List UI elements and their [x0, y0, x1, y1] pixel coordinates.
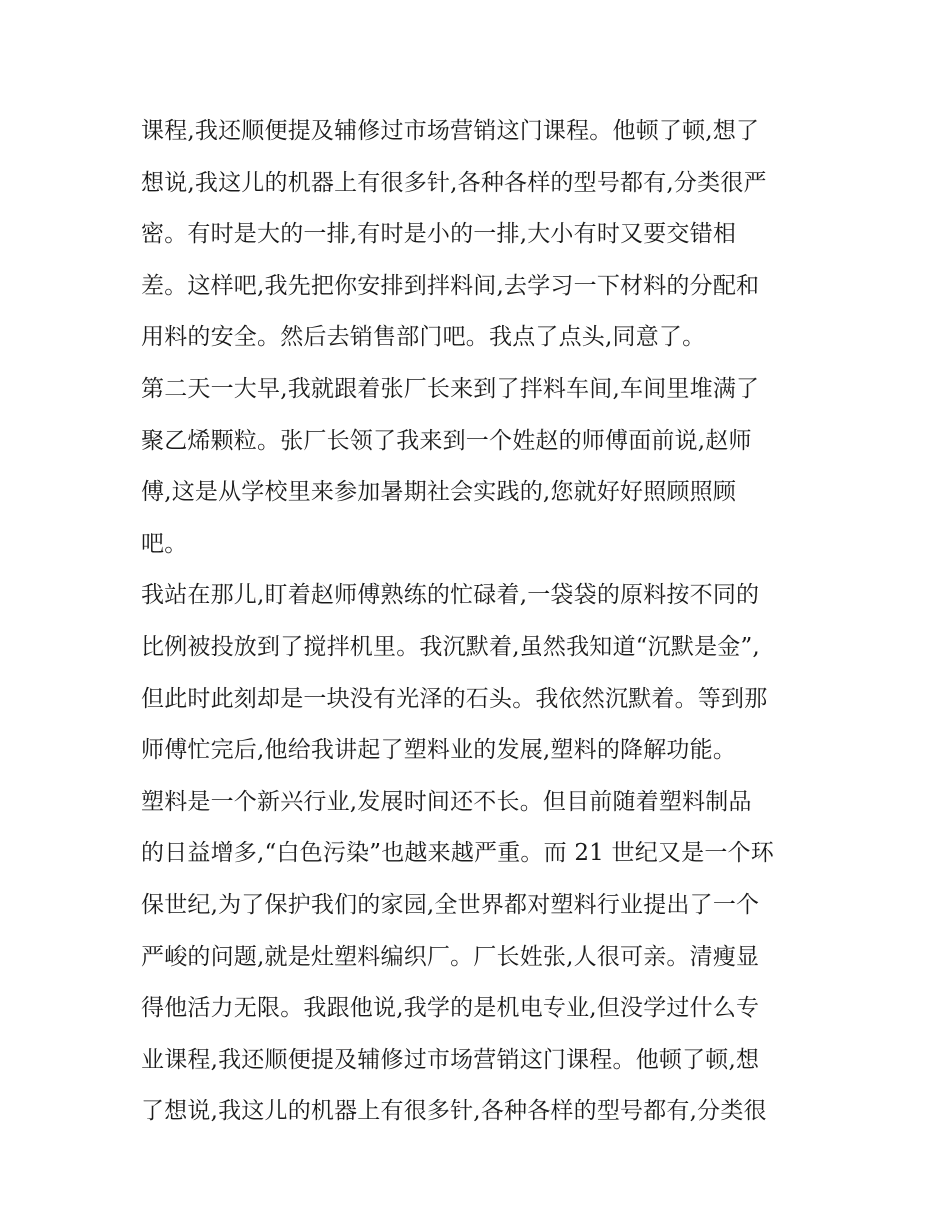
text-line: 聚乙烯颗粒。张厂长领了我来到一个姓赵的师傅面前说,赵师	[141, 427, 752, 454]
text-line: 差。这样吧,我先把你安排到拌料间,去学习一下材料的分配和	[141, 272, 760, 299]
text-line: 保世纪,为了保护我们的家园,全世界都对塑料行业提出了一个	[141, 891, 760, 918]
text-line: 比例被投放到了搅拌机里。我沉默着,虽然我知道“沉默是金”,	[141, 633, 760, 660]
text-line: 傅,这是从学校里来参加暑期社会实践的,您就好好照顾照顾	[141, 479, 737, 506]
text-line: 师傅忙完后,他给我讲起了塑料业的发展,塑料的降解功能。	[141, 737, 737, 764]
text-line: 课程,我还顺便提及辅修过市场营销这门课程。他顿了顿,想了	[141, 118, 760, 144]
text-line: 业课程,我还顺便提及辅修过市场营销这门课程。他顿了顿,想	[141, 1046, 760, 1073]
text-line: 密。有时是大的一排,有时是小的一排,大小有时又要交错相	[141, 221, 737, 248]
text-line: 了想说,我这儿的机器上有很多针,各种各样的型号都有,分类很	[141, 1098, 767, 1125]
text-line: 的日益增多,“白色污染”也越来越严重。而 21 世纪又是一个环	[141, 840, 774, 867]
text-line: 但此时此刻却是一块没有光泽的石头。我依然沉默着。等到那	[141, 685, 768, 712]
text-line: 我站在那儿,盯着赵师傅熟练的忙碌着,一袋袋的原料按不同的	[141, 582, 760, 609]
text-line: 第二天一大早,我就跟着张厂长来到了拌料车间,车间里堆满了	[141, 375, 760, 402]
text-line: 吧。	[141, 530, 188, 557]
text-line: 想说,我这儿的机器上有很多针,各种各样的型号都有,分类很严	[141, 169, 767, 196]
text-line: 用料的安全。然后去销售部门吧。我点了点头,同意了。	[141, 324, 706, 351]
text-line: 得他活力无限。我跟他说,我学的是机电专业,但没学过什么专	[141, 995, 760, 1022]
body-text	[141, 106, 821, 1138]
text-line: 严峻的问题,就是灶塑料编织厂。厂长姓张,人很可亲。清瘦显	[141, 943, 760, 970]
text-line: 塑料是一个新兴行业,发展时间还不长。但目前随着塑料制品	[141, 788, 752, 815]
